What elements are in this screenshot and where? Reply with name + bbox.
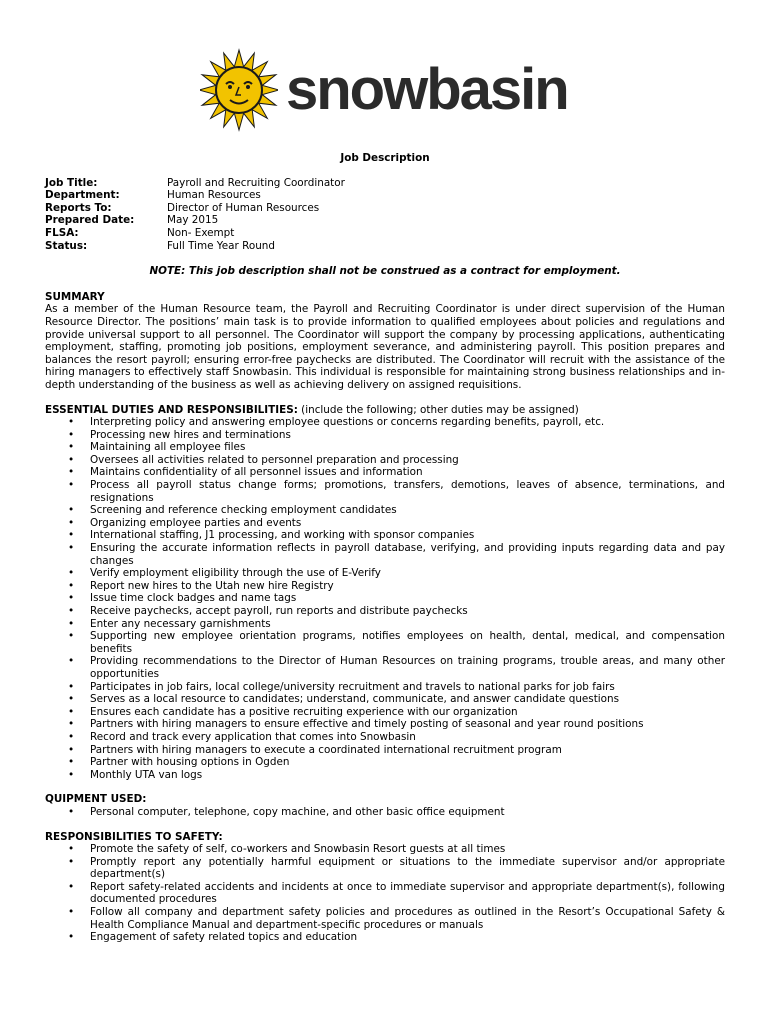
logo-wordmark: snowbasin: [286, 57, 568, 122]
field-row: [45, 240, 725, 253]
list-item: • Partners with hiring managers to ensure effective and timely posting of seasonal and year round positions: [45, 718, 725, 731]
list-item: • Promptly report any potentially harmful equipment or situations to the immediate supervisor and/or appropriate department(s): [45, 856, 725, 881]
list-item: • Supporting new employee orientation programs, notifies employees on health, dental, medical, and compensation benefits: [45, 630, 725, 655]
field-value: Human Resources: [167, 189, 261, 202]
duties-heading-note: (include the following; other duties may be assigned): [297, 403, 579, 416]
field-value: Non- Exempt: [167, 226, 235, 239]
duties-heading-label: ESSENTIAL DUTIES AND RESPONSIBILITIES:: [45, 403, 298, 416]
summary-heading: SUMMARY: [45, 290, 105, 303]
list-item: • Report safety-related accidents and incidents at once to immediate supervisor and appropriate department(s), following documented procedures: [45, 881, 725, 906]
list-item: • Promote the safety of self, co-workers and Snowbasin Resort guests at all times: [45, 843, 725, 856]
sun-face-icon: [200, 48, 278, 132]
list-item: • Receive paychecks, accept payroll, run reports and distribute paychecks: [45, 605, 725, 618]
list-item: • Engagement of safety related topics and education: [45, 931, 725, 944]
list-item: • Report new hires to the Utah new hire Registry: [45, 580, 725, 593]
list-item: • Partner with housing options in Ogden: [45, 756, 725, 769]
field-row: [45, 202, 725, 215]
list-item: • Personal computer, telephone, copy machine, and other basic office equipment: [45, 806, 725, 819]
safety-heading: RESPONSIBILITIES TO SAFETY:: [45, 830, 223, 843]
field-value: Full Time Year Round: [167, 239, 275, 252]
field-row: [45, 189, 725, 202]
field-row: [45, 214, 725, 227]
field-label: Prepared Date:: [45, 214, 135, 227]
equipment-list: [45, 806, 725, 819]
snowbasin-logo: [200, 44, 580, 140]
field-label: Department:: [45, 189, 120, 202]
list-item: • Process all payroll status change forms; promotions, transfers, demotions, leaves of absence, terminations, and resignations: [45, 479, 725, 504]
list-item: • Maintaining all employee files: [45, 441, 725, 454]
job-fields: [45, 177, 725, 253]
list-item: • Providing recommendations to the Director of Human Resources on training programs, trouble areas, and many other opportunities: [45, 655, 725, 680]
field-label: Job Title:: [45, 176, 98, 189]
field-row: [45, 227, 725, 240]
list-item: • Interpreting policy and answering employee questions or concerns regarding benefits, payroll, etc.: [45, 416, 725, 429]
field-label: Status:: [45, 239, 88, 252]
summary-text: As a member of the Human Resource team, the Payroll and Recruiting Coordinator is under direct supervision of the Human Resource Director. The positions’ main task is to provide information to qualified employees about policies and regulations and provide universal support to all personnel. The Coordinator will support the company by processing applications, authenticating employment, staffing, promoting job positions, employment severance, and administering payroll. This position prepares and balances the resort payroll; ensuring error-free paychecks are distributed. The Coordinator will recruit with the assistance of the hiring managers to effectively staff Snowbasin. This individual is responsible for maintaining strong business relationships and in-depth understanding of the business as well as achieving delivery on assigned requisitions.: [45, 303, 725, 391]
field-label: FLSA:: [45, 226, 79, 239]
contract-note: NOTE: This job description shall not be construed as a contract for employment.: [149, 265, 621, 278]
field-row: [45, 177, 725, 190]
field-label: Reports To:: [45, 201, 112, 214]
list-item: • Maintains confidentiality of all personnel issues and information: [45, 466, 725, 479]
list-item: • Serves as a local resource to candidates; understand, communicate, and answer candidate questions: [45, 693, 725, 706]
duties-list: [45, 416, 725, 781]
list-item: • Verify employment eligibility through the use of E-Verify: [45, 567, 725, 580]
field-value: Director of Human Resources: [167, 201, 320, 214]
list-item: • Record and track every application that comes into Snowbasin: [45, 731, 725, 744]
list-item: • Ensuring the accurate information reflects in payroll database, verifying, and providing inputs regarding data and pay changes: [45, 542, 725, 567]
list-item: • Oversees all activities related to personnel preparation and processing: [45, 454, 725, 467]
equipment-heading: QUIPMENT USED:: [45, 793, 147, 806]
list-item: • Organizing employee parties and events: [45, 517, 725, 530]
list-item: • Enter any necessary garnishments: [45, 618, 725, 631]
job-description-document: [45, 152, 725, 956]
field-value: May 2015: [167, 214, 219, 227]
duties-heading: [45, 404, 725, 417]
safety-list: [45, 843, 725, 944]
field-value: Payroll and Recruiting Coordinator: [167, 176, 345, 189]
list-item: • Partners with hiring managers to execute a coordinated international recruitment program: [45, 744, 725, 757]
list-item: • Issue time clock badges and name tags: [45, 592, 725, 605]
list-item: • Monthly UTA van logs: [45, 769, 725, 782]
list-item: • Follow all company and department safety policies and procedures as outlined in the Resort’s Occupational Safety & Health Compliance Manual and department-specific procedures or manuals: [45, 906, 725, 931]
list-item: • Processing new hires and terminations: [45, 429, 725, 442]
list-item: • International staffing, J1 processing, and working with sponsor companies: [45, 529, 725, 542]
list-item: • Screening and reference checking employment candidates: [45, 504, 725, 517]
list-item: • Ensures each candidate has a positive recruiting experience with our organization: [45, 706, 725, 719]
list-item: • Participates in job fairs, local college/university recruitment and travels to national parks for job fairs: [45, 681, 725, 694]
document-title: Job Description: [340, 152, 430, 164]
